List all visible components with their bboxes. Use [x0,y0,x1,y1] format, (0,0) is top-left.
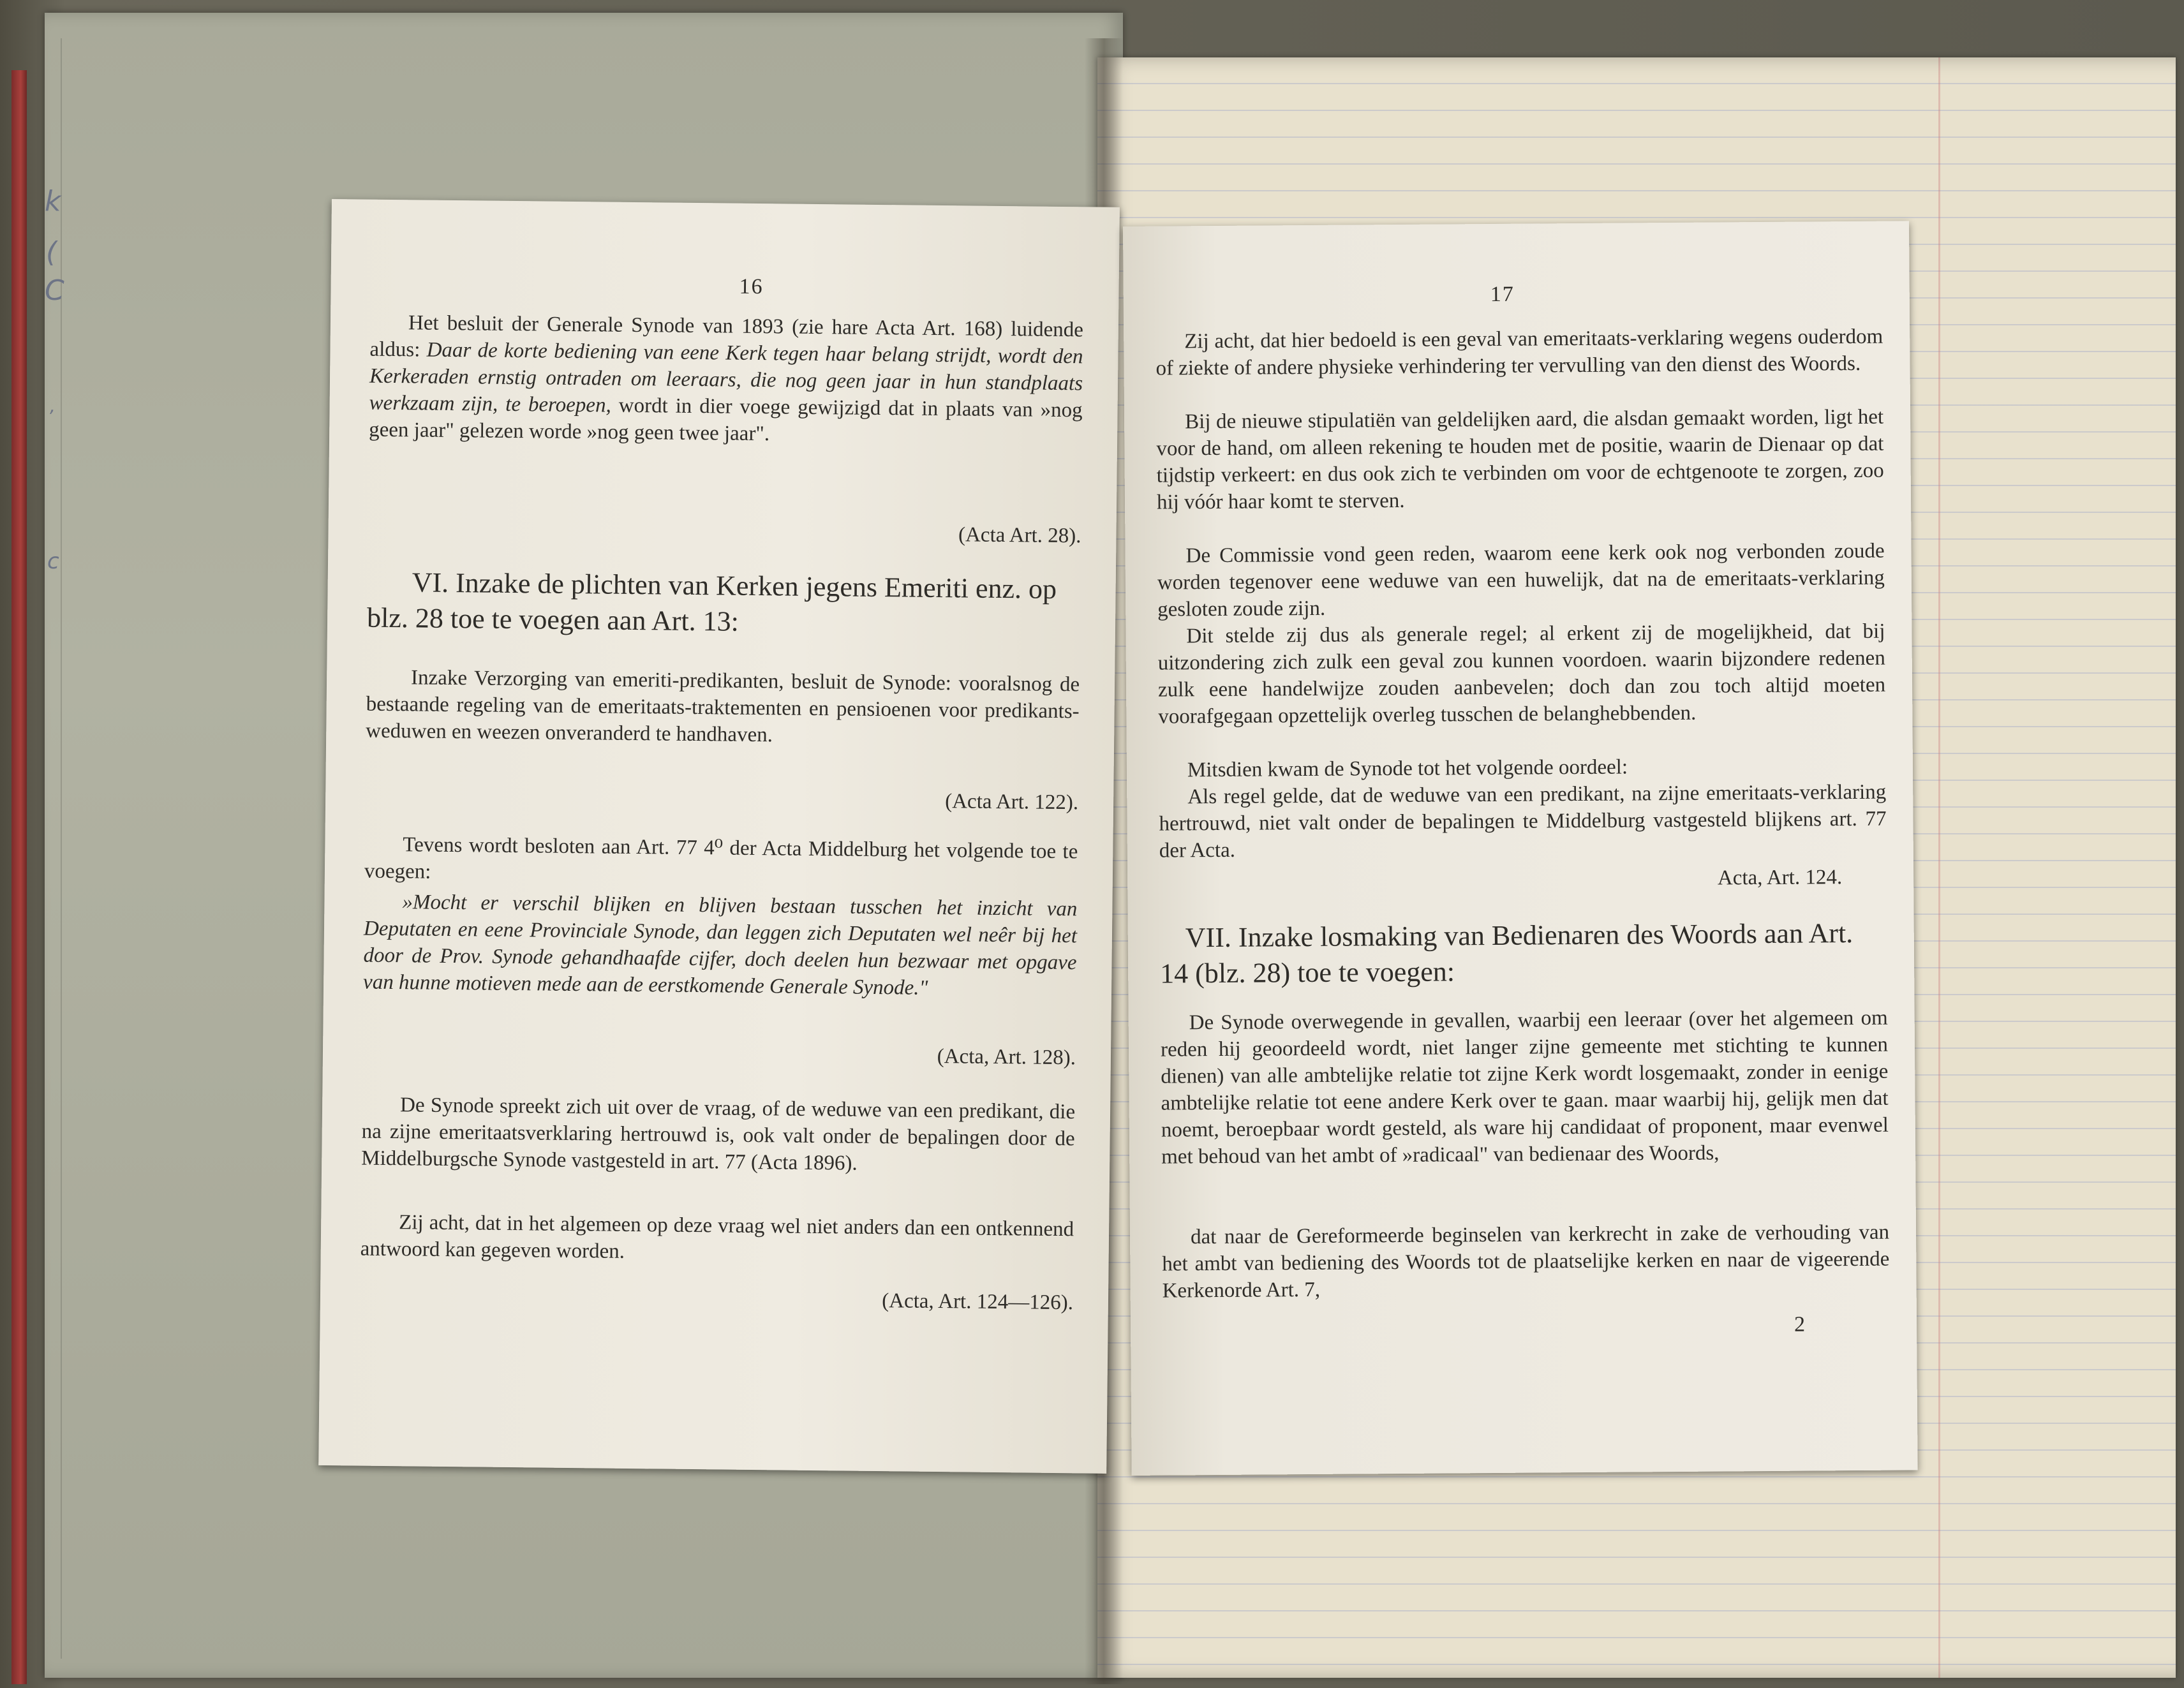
citation: Acta, Art. 124. [1717,866,1843,890]
page-number: 17 [1490,282,1515,306]
page-number: 16 [739,274,764,299]
pamphlet-page-right [1123,221,1918,1476]
paragraph: Bij de nieuwe stipulatiën van geldelijken aard, die alsdan gemaakt worden, ligt het voor de hand, om alleen rekening te houden met de positie, waarin de Dienaar op dat tijdstip verkeert: en dus ook zich te verbinden om voor de echtgenoote te zorgen, zoo hij vóór haar komt te sterven. [1156,405,1884,514]
signature-mark: 2 [1794,1312,1807,1336]
paragraph: Dit stelde zij dus als generale regel; al erkent zij de mogelijkheid, dat bij uitzondering zich zulk een geval zou kunnen voordoen. waarin bijzondere redenen zulk eene handelwijze zouden aanbevelen; doch dan zou toch altijd moeten voorafgegaan opzettelijk overleg tusschen de belanghebbenden. [1157,619,1886,729]
paragraph: Tevens wordt besloten aan Art. 77 4⁰ der Acta Middelburg het volgende toe te voegen: [364,833,1078,884]
pencil-mark: C [45,274,64,307]
quoted-paragraph: »Mocht er verschil blijken en blijven bestaan tusschen het inzicht van Deputaten en eene Provinciale Synode, dan leggen zich Deputaten wel neêr bij het door de Prov. Synode gehandhaafde cijfer, doch deelen hun bezwaar met opgave van hunne motieven mede aan de eerstkomende Generale Synode." [362,891,1078,1000]
paragraph: dat naar de Gereformeerde beginselen van kerkrecht in zake de verhouding van het ambt van bediening des Woords tot de plaatselijke kerken en naar de vigeerende Kerkenorde Art. 7, [1162,1220,1890,1303]
citation: (Acta Art. 28). [958,523,1081,548]
paragraph-text: Het besluit der Generale Synode van 1893 (zie hare Acta Art. 168) luidende aldus: [369,311,1084,362]
citation: (Acta Art. 122). [945,790,1079,815]
section-heading-vii: VII. Inzake losmaking van Bedienaren des Woords aan Art. 14 (blz. 28) toe te voegen: [1160,917,1853,989]
paragraph: De Synode overwegende in gevallen, waarbij een leeraar (over het algemeen om reden hij geoordeeld wordt, niet langer zijne gemeente met stichting te kunnen dienen) van alle ambtelijke relatie tot zijne Kerk wordt losgemaakt, zonder in eenige ambtelijke relatie tot eene andere Kerk over te gaan. maar waarbij hij, gelijk men dat noemt, beroepbaar wordt gesteld, als ware hij candidaat of proponent, maar evenwel met behoud van het ambt of »radicaal" van bedienaar des Woords, [1160,1006,1889,1169]
paragraph-italic-quote: Daar de korte bediening van eene Kerk tegen haar belang strijdt, wordt den Kerkeraden ernstig ontraden om leeraars, die nog geen jaar in hun standplaats werkzaam zijn, te beroepen, [369,338,1083,417]
paragraph: Als regel gelde, dat de weduwe van een predikant, na zijne emeritaats-verklaring hertrouwd, niet valt onder de bepalingen te Middelburg vastgesteld blijkens art. 77 der Acta. [1159,780,1887,863]
section-heading-vi: VI. Inzake de plichten van Kerken jegens Emeriti enz. op blz. 28 toe te voegen aan Art. 13: [366,566,1057,637]
paragraph-besluit [369,309,1083,451]
citation: (Acta, Art. 124—126). [882,1289,1074,1315]
pencil-mark: k [45,185,61,218]
paragraph: Zij acht, dat in het algemeen op deze vraag wel niet anders dan een ontkennend antwoord kan gegeven worden. [360,1211,1074,1263]
pencil-mark: , [50,396,56,417]
paragraph: Zij acht, dat hier bedoeld is een geval van emeritaats-verklaring wegens ouderdom of ziekte of andere physieke verhindering ter vervulling van den dienst des Woords. [1155,325,1883,380]
pamphlet-page-left [318,199,1120,1474]
paragraph-text: wordt in dier voege gewijzigd dat in plaats van »nog geen jaar" gelezen worde »nog geen twee jaar". [369,394,1083,446]
paragraph: De Commissie vond geen reden, waarom eene kerk ook nog verbonden zoude worden tegenover eene weduwe van een huwelijk, dat na de emeritaats-verklaring gesloten zoude zijn. [1157,539,1885,621]
red-spine-edge [11,70,27,1684]
paragraph: Mitsdien kwam de Synode tot het volgende oordeel: [1187,755,1628,782]
pencil-mark: c [47,549,59,574]
paragraph: Inzake Verzorging van emeriti-predikanten, besluit de Synode: vooralsnog de bestaande regeling van de emeritaats-traktementen en pensioenen voor predikants-weduwen en weezen onveranderd te handhaven. [366,666,1080,747]
paragraph: De Synode spreekt zich uit over de vraag, of de weduwe van een predikant, die na zijne emeritaatsverklaring hertrouwd is, ook valt onder de bepalingen door de Middelburgsche Synode vastgesteld in art. 77 (Acta 1896). [361,1093,1076,1175]
pencil-mark: ( [46,236,57,269]
citation: (Acta, Art. 128). [937,1045,1076,1070]
